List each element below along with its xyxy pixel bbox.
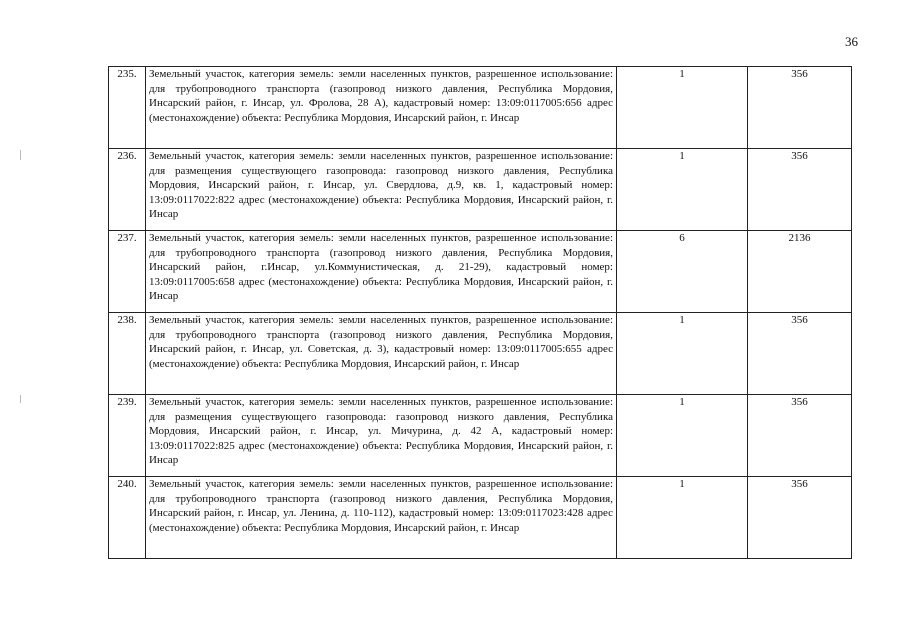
page-number: 36 bbox=[845, 34, 858, 49]
row-number: 240. bbox=[109, 477, 146, 559]
scan-artifact bbox=[20, 395, 21, 403]
land-plot-registry-table bbox=[108, 66, 852, 559]
row-number: 235. bbox=[109, 67, 146, 149]
row-number: 236. bbox=[109, 149, 146, 231]
table-row bbox=[109, 477, 852, 559]
row-area: 356 bbox=[748, 395, 852, 477]
row-description: Земельный участок, категория земель: земли населенных пунктов, разрешенное использование: для размещения существующего газопровода: газопровод низкого давления, Республика Мордовия, Инсарский район, г. Инсар, ул. Свердлова, д.9, кв. 1, кадастровый номер: 13:09:0117022:822 адрес (местонахождение) объекта: Республика Мордовия, Инсарский район, г. Инсар bbox=[146, 149, 617, 231]
row-quantity: 1 bbox=[617, 67, 748, 149]
row-area: 356 bbox=[748, 477, 852, 559]
row-quantity: 6 bbox=[617, 231, 748, 313]
row-quantity: 1 bbox=[617, 313, 748, 395]
row-quantity: 1 bbox=[617, 477, 748, 559]
table-row bbox=[109, 67, 852, 149]
row-area: 356 bbox=[748, 313, 852, 395]
row-area: 356 bbox=[748, 67, 852, 149]
table-row bbox=[109, 231, 852, 313]
row-description: Земельный участок, категория земель: земли населенных пунктов, разрешенное использование: для трубопроводного транспорта (газопровод низкого давления, Республика Мордовия, Инсарский район, г. Инсар, ул. Фролова, 28 А), кадастровый номер: 13:09:0117005:656 адрес (местонахождение) объекта: Республика Мордовия, Инсарский район, г. Инсар bbox=[146, 67, 617, 149]
table-row bbox=[109, 149, 852, 231]
row-quantity: 1 bbox=[617, 395, 748, 477]
table-row bbox=[109, 313, 852, 395]
row-quantity: 1 bbox=[617, 149, 748, 231]
table-row bbox=[109, 395, 852, 477]
scan-artifact bbox=[20, 150, 21, 160]
row-area: 2136 bbox=[748, 231, 852, 313]
row-description: Земельный участок, категория земель: земли населенных пунктов, разрешенное использование: для трубопроводного транспорта (газопровод низкого давления, Республика Мордовия, Инсарский район, г. Инсар, ул. Советская, д. 3), кадастровый номер: 13:09:0117005:655 адрес (местонахождение) объекта: Республика Мордовия, Инсарский район, г. Инсар bbox=[146, 313, 617, 395]
row-number: 237. bbox=[109, 231, 146, 313]
row-description: Земельный участок, категория земель: земли населенных пунктов, разрешенное использование: для трубопроводного транспорта (газопровод низкого давления, Республика Мордовия, Инсарский район, г. Инсар, ул. Ленина, д. 110-112), кадастровый номер: 13:09:0117023:428 адрес (местонахождение) объекта: Республика Мордовия, Инсарский район, г. Инсар bbox=[146, 477, 617, 559]
row-number: 239. bbox=[109, 395, 146, 477]
row-description: Земельный участок, категория земель: земли населенных пунктов, разрешенное использование: для размещения существующего газопровода: газопровод низкого давления, Республика Мордовия, Инсарский район, г. Инсар, ул. Мичурина, д. 42 А, кадастровый номер: 13:09:0117022:825 адрес (местонахождение) объекта: Республика Мордовия, Инсарский район, г. Инсар bbox=[146, 395, 617, 477]
row-area: 356 bbox=[748, 149, 852, 231]
row-description: Земельный участок, категория земель: земли населенных пунктов, разрешенное использование: для трубопроводного транспорта (газопровод низкого давления, Республика Мордовия, Инсарский район, г.Инсар, ул.Коммунистическая, д. 21-29), кадастровый номер: 13:09:0117005:658 адрес (местонахождение) объекта: Республика Мордовия, Инсарский район, г. Инсар bbox=[146, 231, 617, 313]
row-number: 238. bbox=[109, 313, 146, 395]
